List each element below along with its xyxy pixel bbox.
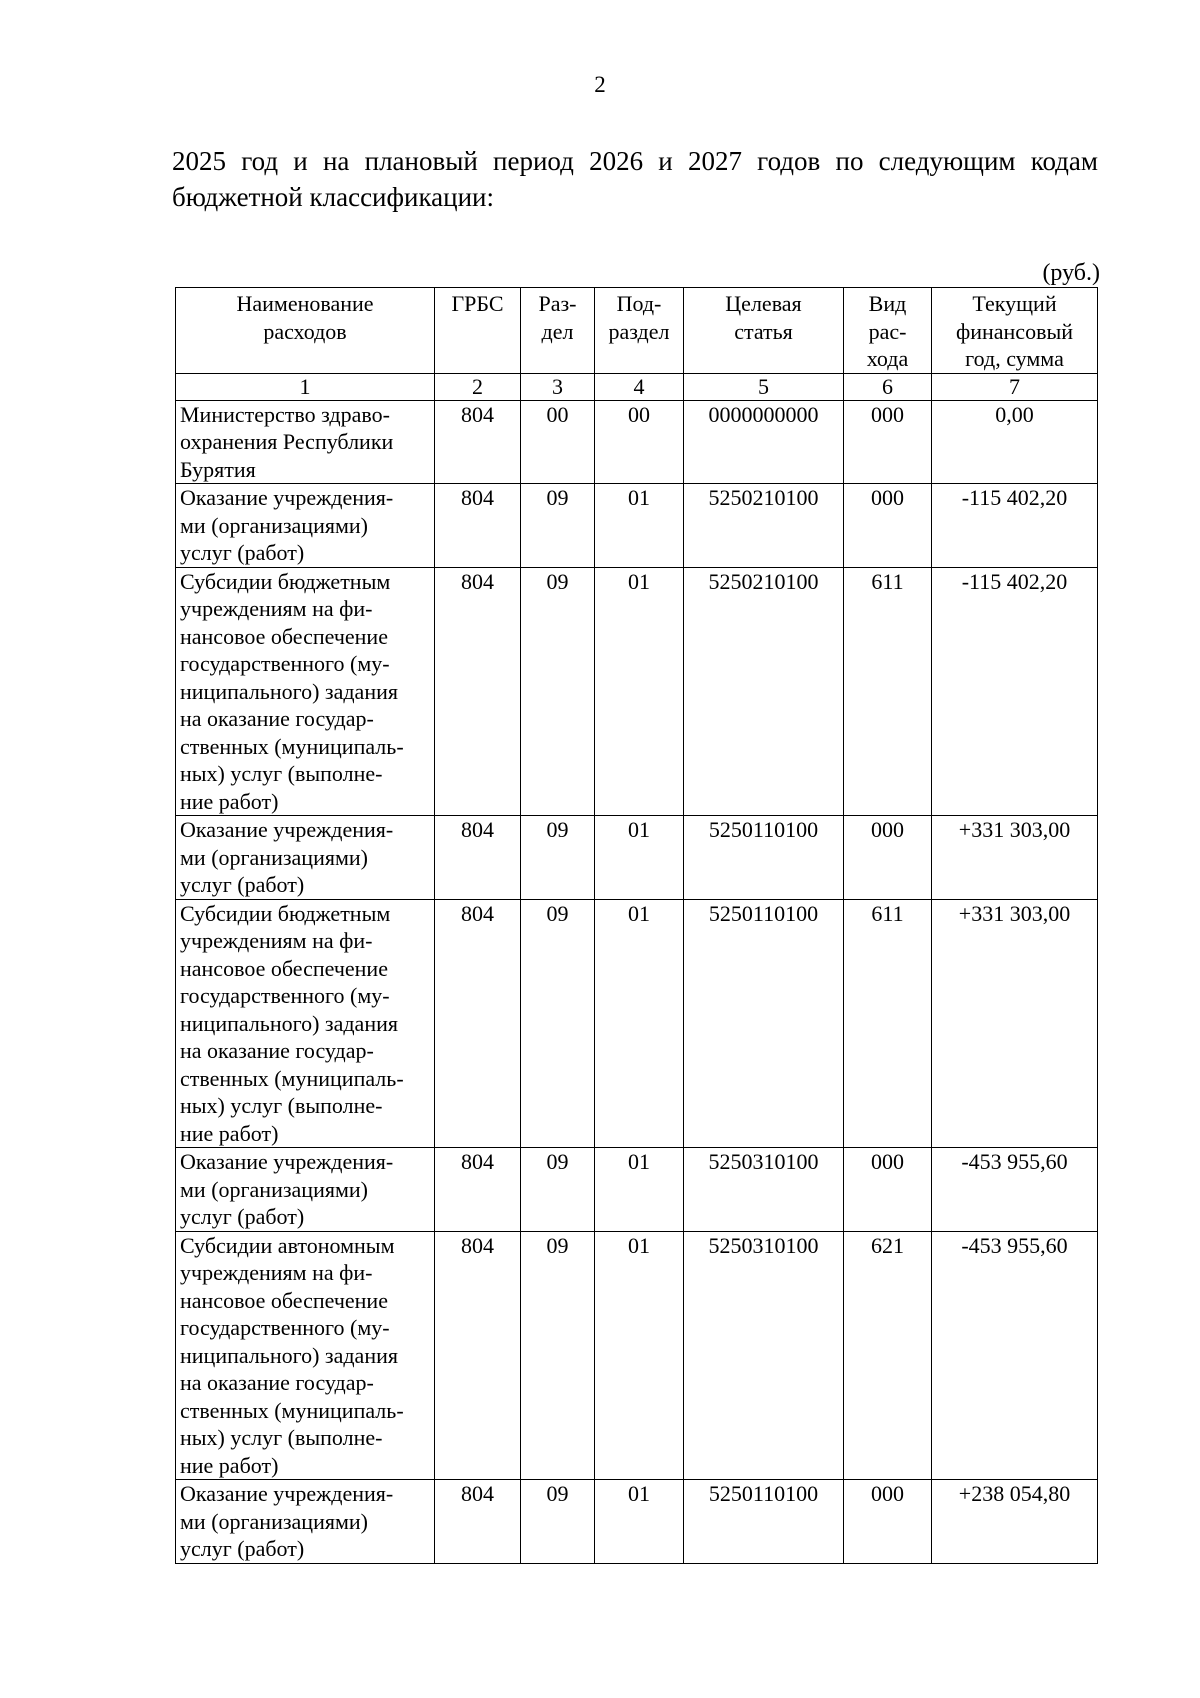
- column-number: 1: [176, 373, 435, 400]
- expense-name-cell: Министерство здраво- охранения Республики Бурятия: [176, 400, 435, 484]
- section-cell: 09: [521, 899, 595, 1148]
- target-article-cell: 5250110100: [684, 1480, 844, 1564]
- subsection-cell: 01: [595, 816, 684, 900]
- grbs-cell: 804: [435, 899, 521, 1148]
- subsection-cell: 00: [595, 400, 684, 484]
- table-row: [176, 400, 1098, 484]
- section-cell: 09: [521, 1148, 595, 1232]
- subsection-cell: 01: [595, 1231, 684, 1480]
- grbs-cell: 804: [435, 1480, 521, 1564]
- expense-type-cell: 000: [844, 1480, 932, 1564]
- section-cell: 09: [521, 816, 595, 900]
- header-label: Вид рас- хода: [866, 291, 909, 371]
- section-cell: 09: [521, 567, 595, 816]
- target-article-cell: 5250210100: [684, 567, 844, 816]
- column-number: 4: [595, 373, 684, 400]
- page-number: 2: [594, 72, 606, 97]
- target-article-cell: 5250210100: [684, 484, 844, 568]
- column-number: 6: [844, 373, 932, 400]
- subsection-cell: 01: [595, 484, 684, 568]
- column-number-row: [176, 373, 1098, 400]
- table-row: [176, 1148, 1098, 1232]
- column-number: 7: [932, 373, 1098, 400]
- column-number: 3: [521, 373, 595, 400]
- expense-name-cell: Оказание учреждения- ми (организациями) услуг (работ): [176, 1148, 435, 1232]
- header-cell: [521, 288, 595, 374]
- target-article-cell: 5250310100: [684, 1231, 844, 1480]
- header-label: Целевая статья: [725, 291, 802, 344]
- header-label: Текущий финансовый год, сумма: [955, 291, 1074, 371]
- expense-name-cell: Субсидии автономным учреждениям на фи- нансовое обеспечение государственного (му- ниципального) задания на оказание государ- ственных (муниципаль- ных) услуг (выполне- ние работ): [176, 1231, 435, 1480]
- budget-table: [175, 287, 1098, 1564]
- grbs-cell: 804: [435, 484, 521, 568]
- table-row: [176, 1480, 1098, 1564]
- expense-type-cell: 000: [844, 400, 932, 484]
- amount-cell: +331 303,00: [932, 899, 1098, 1148]
- grbs-cell: 804: [435, 400, 521, 484]
- subsection-cell: 01: [595, 1480, 684, 1564]
- expense-name-cell: Оказание учреждения- ми (организациями) услуг (работ): [176, 816, 435, 900]
- amount-cell: -453 955,60: [932, 1231, 1098, 1480]
- header-cell: [176, 288, 435, 374]
- expense-type-cell: 611: [844, 899, 932, 1148]
- amount-cell: -115 402,20: [932, 484, 1098, 568]
- expense-name-cell: Субсидии бюджетным учреждениям на фи- нансовое обеспечение государственного (му- ниципального) задания на оказание государ- ственных (муниципаль- ных) услуг (выполне- ние работ): [176, 899, 435, 1148]
- amount-cell: -453 955,60: [932, 1148, 1098, 1232]
- table-row: [176, 567, 1098, 816]
- column-number: 5: [684, 373, 844, 400]
- expense-name-cell: Субсидии бюджетным учреждениям на фи- нансовое обеспечение государственного (му- ниципального) задания на оказание государ- ственных (муниципаль- ных) услуг (выполне- ние работ): [176, 567, 435, 816]
- header-label: ГРБС: [451, 291, 504, 316]
- subsection-cell: 01: [595, 1148, 684, 1232]
- grbs-cell: 804: [435, 567, 521, 816]
- grbs-cell: 804: [435, 1148, 521, 1232]
- target-article-cell: 5250110100: [684, 816, 844, 900]
- grbs-cell: 804: [435, 1231, 521, 1480]
- amount-cell: 0,00: [932, 400, 1098, 484]
- amount-cell: +331 303,00: [932, 816, 1098, 900]
- section-cell: 09: [521, 1231, 595, 1480]
- table-header-row: [176, 288, 1098, 374]
- target-article-cell: 5250310100: [684, 1148, 844, 1232]
- header-cell: [595, 288, 684, 374]
- table-row: [176, 816, 1098, 900]
- expense-type-cell: 000: [844, 816, 932, 900]
- table-row: [176, 899, 1098, 1148]
- expense-type-cell: 000: [844, 1148, 932, 1232]
- table-row: [176, 1231, 1098, 1480]
- expense-type-cell: 611: [844, 567, 932, 816]
- header-label: Под- раздел: [608, 291, 670, 344]
- subsection-cell: 01: [595, 899, 684, 1148]
- unit-label: (руб.): [1042, 260, 1100, 286]
- grbs-cell: 804: [435, 816, 521, 900]
- header-cell: [684, 288, 844, 374]
- section-cell: 00: [521, 400, 595, 484]
- header-cell: [435, 288, 521, 374]
- column-number: 2: [435, 373, 521, 400]
- expense-type-cell: 621: [844, 1231, 932, 1480]
- header-cell: [844, 288, 932, 374]
- target-article-cell: 0000000000: [684, 400, 844, 484]
- target-article-cell: 5250110100: [684, 899, 844, 1148]
- section-cell: 09: [521, 1480, 595, 1564]
- subsection-cell: 01: [595, 567, 684, 816]
- section-cell: 09: [521, 484, 595, 568]
- header-label: Наименование расходов: [236, 291, 374, 344]
- expense-name-cell: Оказание учреждения- ми (организациями) услуг (работ): [176, 484, 435, 568]
- intro-paragraph: 2025 год и на плановый период 2026 и 2027 годов по следующим кодам бюджетной классификации:: [172, 146, 1098, 212]
- expense-type-cell: 000: [844, 484, 932, 568]
- amount-cell: +238 054,80: [932, 1480, 1098, 1564]
- expense-name-cell: Оказание учреждения- ми (организациями) услуг (работ): [176, 1480, 435, 1564]
- header-label: Раз- дел: [538, 291, 577, 344]
- table-row: [176, 484, 1098, 568]
- amount-cell: -115 402,20: [932, 567, 1098, 816]
- header-cell: [932, 288, 1098, 374]
